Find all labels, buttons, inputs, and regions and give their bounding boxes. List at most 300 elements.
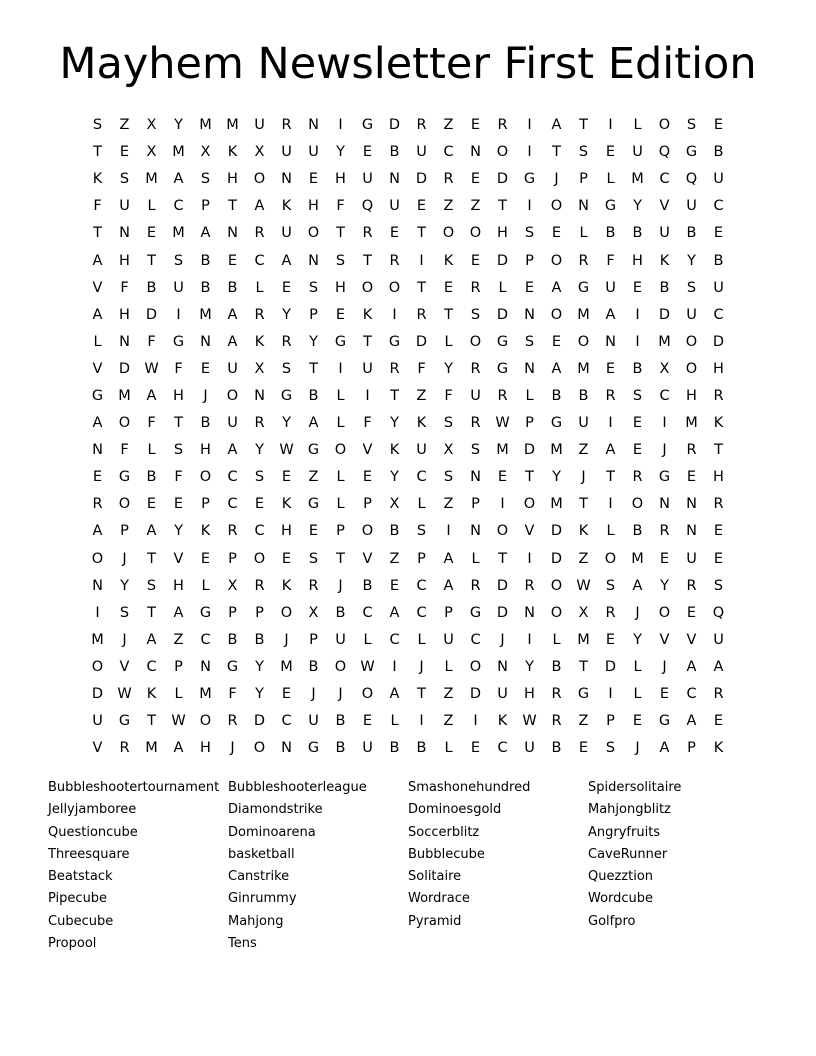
- grid-letter: N: [470, 523, 481, 540]
- grid-letter: O: [658, 604, 671, 621]
- grid-letter: C: [416, 469, 427, 486]
- grid-letter: O: [361, 686, 374, 703]
- grid-letter: C: [146, 658, 157, 675]
- grid-letter: P: [201, 496, 210, 513]
- grid-row: [84, 247, 732, 274]
- grid-letter: E: [308, 523, 319, 540]
- grid-letter: R: [713, 496, 724, 513]
- grid-letter: Y: [309, 333, 318, 350]
- grid-letter: B: [389, 523, 400, 540]
- grid-letter: F: [120, 279, 129, 296]
- grid-letter: D: [550, 523, 563, 540]
- grid-letter: A: [605, 442, 616, 459]
- grid-letter: V: [92, 279, 103, 296]
- grid-letter: N: [524, 604, 535, 621]
- grid-letter: R: [470, 415, 481, 432]
- grid-letter: I: [608, 496, 613, 513]
- grid-letter: U: [416, 442, 427, 459]
- grid-letter: T: [363, 252, 372, 269]
- grid-letter: J: [230, 740, 235, 757]
- grid-letter: R: [443, 171, 454, 188]
- word-bank-item: Cubecube: [48, 913, 114, 929]
- grid-letter: J: [635, 604, 640, 621]
- grid-letter: R: [470, 360, 481, 377]
- word-bank-item: Jellyjamboree: [48, 802, 137, 818]
- grid-letter: A: [146, 631, 157, 648]
- grid-letter: Y: [282, 415, 291, 432]
- grid-row: [84, 112, 732, 139]
- grid-letter: R: [362, 225, 373, 242]
- grid-letter: E: [281, 279, 292, 296]
- grid-letter: C: [470, 631, 481, 648]
- grid-letter: D: [388, 117, 401, 134]
- grid-letter: B: [254, 631, 265, 648]
- grid-letter: L: [336, 496, 345, 513]
- grid-letter: X: [659, 360, 670, 377]
- grid-letter: O: [604, 550, 617, 567]
- grid-letter: O: [550, 604, 563, 621]
- grid-letter: K: [200, 523, 211, 540]
- grid-letter: O: [469, 225, 482, 242]
- grid-letter: N: [497, 658, 508, 675]
- grid-letter: L: [525, 387, 534, 404]
- grid-letter: D: [712, 333, 725, 350]
- grid-letter: I: [500, 496, 505, 513]
- grid-letter: A: [92, 523, 103, 540]
- grid-letter: E: [281, 469, 292, 486]
- grid-letter: S: [632, 387, 643, 404]
- grid-letter: F: [444, 387, 453, 404]
- grid-letter: G: [307, 442, 320, 459]
- grid-letter: E: [551, 333, 562, 350]
- grid-letter: H: [686, 387, 697, 404]
- grid-letter: Y: [687, 252, 696, 269]
- grid-letter: M: [280, 658, 293, 675]
- grid-letter: E: [713, 550, 724, 567]
- grid-letter: M: [685, 415, 698, 432]
- grid-letter: I: [527, 550, 532, 567]
- grid-letter: R: [254, 225, 265, 242]
- grid-letter: T: [390, 387, 399, 404]
- grid-letter: E: [713, 523, 724, 540]
- grid-letter: N: [686, 523, 697, 540]
- grid-letter: Z: [173, 631, 184, 648]
- grid-letter: F: [174, 360, 183, 377]
- grid-letter: S: [605, 740, 616, 757]
- grid-letter: B: [227, 279, 238, 296]
- grid-letter: T: [417, 279, 426, 296]
- grid-letter: S: [146, 577, 157, 594]
- grid-letter: U: [524, 740, 535, 757]
- grid-letter: O: [550, 577, 563, 594]
- grid-letter: E: [416, 198, 427, 215]
- grid-letter: M: [145, 171, 158, 188]
- grid-letter: A: [173, 740, 184, 757]
- grid-letter: R: [416, 306, 427, 323]
- grid-letter: J: [662, 442, 667, 459]
- word-bank-item: Mahjongblitz: [588, 802, 671, 818]
- grid-letter: Y: [660, 577, 669, 594]
- grid-letter: B: [659, 279, 670, 296]
- grid-letter: F: [174, 469, 183, 486]
- grid-letter: R: [254, 415, 265, 432]
- grid-letter: I: [527, 631, 532, 648]
- grid-letter: S: [578, 144, 589, 161]
- grid-letter: Y: [255, 442, 264, 459]
- grid-letter: N: [524, 360, 535, 377]
- grid-letter: T: [147, 550, 156, 567]
- grid-letter: G: [658, 469, 671, 486]
- grid-letter: L: [633, 117, 642, 134]
- grid-letter: K: [146, 686, 157, 703]
- grid-letter: J: [122, 631, 127, 648]
- grid-letter: N: [119, 225, 130, 242]
- grid-letter: P: [228, 550, 237, 567]
- grid-letter: E: [146, 496, 157, 513]
- grid-letter: G: [118, 713, 131, 730]
- grid-letter: P: [444, 604, 453, 621]
- grid-letter: L: [417, 496, 426, 513]
- grid-letter: U: [281, 225, 292, 242]
- grid-letter: N: [281, 171, 292, 188]
- grid-letter: P: [174, 658, 183, 675]
- grid-letter: W: [522, 713, 537, 730]
- grid-letter: O: [496, 144, 509, 161]
- grid-letter: L: [606, 523, 615, 540]
- grid-letter: Y: [444, 360, 453, 377]
- grid-letter: T: [363, 333, 372, 350]
- grid-letter: P: [201, 198, 210, 215]
- grid-letter: A: [146, 387, 157, 404]
- grid-letter: F: [606, 252, 615, 269]
- grid-letter: U: [308, 144, 319, 161]
- grid-letter: S: [92, 117, 103, 134]
- grid-letter: D: [253, 713, 266, 730]
- grid-letter: Q: [685, 171, 698, 188]
- grid-letter: M: [658, 333, 671, 350]
- word-bank-item: Tens: [228, 936, 257, 952]
- grid-letter: N: [200, 333, 211, 350]
- grid-letter: B: [389, 144, 400, 161]
- grid-letter: V: [362, 550, 373, 567]
- grid-letter: E: [389, 225, 400, 242]
- grid-letter: E: [713, 713, 724, 730]
- grid-letter: I: [635, 306, 640, 323]
- grid-letter: M: [496, 442, 509, 459]
- grid-letter: E: [173, 496, 184, 513]
- grid-letter: B: [713, 144, 724, 161]
- grid-letter: D: [604, 658, 617, 675]
- grid-letter: M: [172, 144, 185, 161]
- grid-letter: N: [470, 469, 481, 486]
- grid-letter: M: [199, 306, 212, 323]
- grid-letter: N: [605, 333, 616, 350]
- grid-letter: Q: [658, 144, 671, 161]
- grid-letter: R: [470, 279, 481, 296]
- grid-letter: D: [496, 306, 509, 323]
- word-bank-item: Angryfruits: [588, 824, 661, 840]
- grid-letter: L: [363, 631, 372, 648]
- grid-row: [84, 573, 732, 600]
- grid-letter: O: [685, 333, 698, 350]
- grid-letter: B: [308, 387, 319, 404]
- grid-letter: E: [605, 631, 616, 648]
- word-bank-item: Spidersolitaire: [588, 780, 682, 795]
- grid-letter: O: [496, 523, 509, 540]
- grid-letter: L: [498, 279, 507, 296]
- grid-letter: I: [662, 415, 667, 432]
- grid-letter: N: [686, 496, 697, 513]
- grid-letter: Y: [552, 469, 561, 486]
- grid-letter: N: [578, 198, 589, 215]
- grid-letter: U: [686, 198, 697, 215]
- grid-row: [84, 383, 732, 410]
- grid-letter: I: [527, 144, 532, 161]
- grid-letter: O: [199, 469, 212, 486]
- grid-letter: E: [362, 713, 373, 730]
- grid-letter: A: [551, 117, 562, 134]
- grid-letter: G: [604, 198, 617, 215]
- grid-letter: G: [523, 171, 536, 188]
- grid-letter: C: [362, 604, 373, 621]
- grid-letter: G: [658, 713, 671, 730]
- grid-letter: A: [92, 415, 103, 432]
- grid-letter: M: [145, 740, 158, 757]
- grid-letter: L: [174, 686, 183, 703]
- grid-letter: I: [392, 306, 397, 323]
- grid-letter: W: [171, 713, 186, 730]
- grid-letter: A: [389, 686, 400, 703]
- grid-letter: G: [307, 496, 320, 513]
- grid-letter: R: [416, 117, 427, 134]
- grid-letter: A: [254, 198, 265, 215]
- grid-letter: O: [442, 225, 455, 242]
- grid-letter: F: [363, 415, 372, 432]
- grid-letter: L: [93, 333, 102, 350]
- grid-letter: Z: [470, 198, 481, 215]
- grid-letter: O: [685, 360, 698, 377]
- grid-letter: B: [416, 740, 427, 757]
- word-bank-item: CaveRunner: [588, 846, 668, 862]
- word-bank-item: Canstrike: [228, 869, 290, 885]
- grid-letter: C: [254, 523, 265, 540]
- grid-letter: S: [173, 252, 184, 269]
- grid-letter: A: [92, 306, 103, 323]
- grid-letter: E: [146, 225, 157, 242]
- grid-letter: J: [122, 550, 127, 567]
- grid-letter: L: [579, 225, 588, 242]
- grid-letter: N: [659, 496, 670, 513]
- grid-letter: A: [443, 550, 454, 567]
- grid-letter: P: [525, 415, 534, 432]
- grid-letter: S: [443, 469, 454, 486]
- grid-letter: K: [713, 740, 724, 757]
- grid-letter: U: [335, 631, 346, 648]
- grid-letter: W: [144, 360, 159, 377]
- grid-letter: U: [227, 415, 238, 432]
- grid-letter: X: [443, 442, 454, 459]
- grid-letter: B: [632, 225, 643, 242]
- grid-row: [84, 464, 732, 491]
- grid-letter: S: [470, 442, 481, 459]
- grid-letter: A: [686, 658, 697, 675]
- grid-letter: A: [443, 577, 454, 594]
- grid-letter: R: [713, 387, 724, 404]
- grid-letter: V: [92, 360, 103, 377]
- word-bank-item: Wordrace: [408, 891, 470, 907]
- grid-letter: X: [254, 144, 265, 161]
- grid-letter: D: [415, 333, 428, 350]
- grid-letter: Z: [443, 713, 454, 730]
- grid-letter: L: [336, 387, 345, 404]
- grid-letter: I: [176, 306, 181, 323]
- grid-letter: L: [255, 279, 264, 296]
- grid-letter: M: [631, 171, 644, 188]
- grid-letter: R: [551, 686, 562, 703]
- grid-letter: Z: [443, 686, 454, 703]
- grid-letter: U: [497, 686, 508, 703]
- grid-letter: G: [334, 333, 347, 350]
- word-bank-item: basketball: [228, 846, 295, 862]
- word-bank: [48, 777, 768, 955]
- grid-letter: I: [608, 415, 613, 432]
- grid-letter: D: [91, 686, 104, 703]
- grid-letter: E: [362, 144, 373, 161]
- grid-letter: K: [578, 523, 589, 540]
- grid-letter: K: [362, 306, 373, 323]
- grid-letter: F: [228, 686, 237, 703]
- grid-letter: J: [554, 171, 559, 188]
- grid-letter: E: [443, 279, 454, 296]
- grid-letter: A: [227, 306, 238, 323]
- grid-letter: R: [659, 523, 670, 540]
- grid-letter: B: [200, 252, 211, 269]
- grid-row: [84, 275, 732, 302]
- grid-letter: V: [173, 550, 184, 567]
- grid-letter: A: [281, 252, 292, 269]
- word-bank-item: Solitaire: [408, 869, 462, 885]
- grid-letter: H: [227, 171, 238, 188]
- grid-letter: C: [713, 198, 724, 215]
- grid-letter: L: [147, 198, 156, 215]
- grid-letter: G: [91, 387, 104, 404]
- grid-letter: F: [417, 360, 426, 377]
- grid-letter: O: [361, 523, 374, 540]
- grid-letter: Z: [578, 442, 589, 459]
- grid-letter: V: [92, 740, 103, 757]
- grid-letter: B: [227, 631, 238, 648]
- grid-letter: T: [336, 550, 345, 567]
- grid-letter: Q: [712, 604, 725, 621]
- grid-letter: I: [473, 713, 478, 730]
- grid-letter: U: [173, 279, 184, 296]
- grid-letter: L: [336, 469, 345, 486]
- grid-letter: S: [119, 604, 130, 621]
- grid-letter: E: [632, 442, 643, 459]
- grid-letter: A: [713, 658, 724, 675]
- grid-letter: O: [199, 713, 212, 730]
- grid-letter: S: [686, 279, 697, 296]
- grid-letter: T: [174, 415, 183, 432]
- grid-letter: F: [93, 198, 102, 215]
- grid-letter: U: [632, 144, 643, 161]
- word-bank-item: Quezztion: [588, 869, 654, 885]
- grid-letter: T: [147, 252, 156, 269]
- grid-letter: T: [309, 360, 318, 377]
- grid-letter: H: [119, 306, 130, 323]
- word-bank-item: Ginrummy: [228, 891, 297, 907]
- grid-letter: R: [605, 387, 616, 404]
- grid-letter: I: [365, 387, 370, 404]
- grid-letter: S: [524, 225, 535, 242]
- grid-letter: O: [658, 117, 671, 134]
- grid-letter: Y: [390, 469, 399, 486]
- grid-letter: E: [389, 577, 400, 594]
- grid-letter: H: [200, 442, 211, 459]
- grid-letter: I: [608, 117, 613, 134]
- grid-row: [84, 193, 732, 220]
- grid-letter: T: [93, 144, 102, 161]
- grid-letter: C: [200, 631, 211, 648]
- grid-letter: S: [416, 523, 427, 540]
- grid-letter: E: [686, 469, 697, 486]
- grid-letter: U: [308, 713, 319, 730]
- grid-letter: W: [360, 658, 375, 675]
- grid-letter: H: [335, 279, 346, 296]
- grid-letter: L: [201, 577, 210, 594]
- grid-letter: B: [335, 604, 346, 621]
- grid-letter: C: [416, 604, 427, 621]
- grid-letter: E: [281, 550, 292, 567]
- grid-letter: V: [659, 631, 670, 648]
- grid-row: [84, 735, 732, 762]
- grid-letter: V: [659, 198, 670, 215]
- grid-letter: T: [579, 658, 588, 675]
- word-bank-item: Questioncube: [48, 824, 138, 840]
- grid-letter: T: [552, 144, 561, 161]
- grid-letter: R: [92, 496, 103, 513]
- grid-letter: A: [686, 713, 697, 730]
- grid-letter: T: [525, 469, 534, 486]
- grid-letter: M: [91, 631, 104, 648]
- grid-letter: R: [551, 713, 562, 730]
- grid-letter: O: [91, 550, 104, 567]
- grid-letter: Z: [578, 713, 589, 730]
- grid-letter: B: [632, 360, 643, 377]
- grid-letter: K: [254, 333, 265, 350]
- grid-letter: P: [606, 713, 615, 730]
- grid-letter: X: [227, 577, 238, 594]
- grid-letter: N: [227, 225, 238, 242]
- grid-row: [84, 708, 732, 735]
- word-search-grid: [84, 112, 732, 762]
- grid-letter: K: [713, 415, 724, 432]
- grid-letter: U: [713, 279, 724, 296]
- grid-letter: S: [308, 279, 319, 296]
- grid-letter: M: [577, 631, 590, 648]
- grid-letter: S: [281, 360, 292, 377]
- grid-letter: L: [606, 171, 615, 188]
- grid-letter: M: [118, 387, 131, 404]
- grid-letter: X: [578, 604, 589, 621]
- word-bank-item: Diamondstrike: [228, 802, 323, 818]
- grid-letter: R: [578, 252, 589, 269]
- grid-letter: C: [443, 144, 454, 161]
- grid-letter: C: [227, 496, 238, 513]
- grid-letter: L: [336, 415, 345, 432]
- grid-letter: I: [338, 117, 343, 134]
- word-bank-item: Pyramid: [408, 913, 462, 929]
